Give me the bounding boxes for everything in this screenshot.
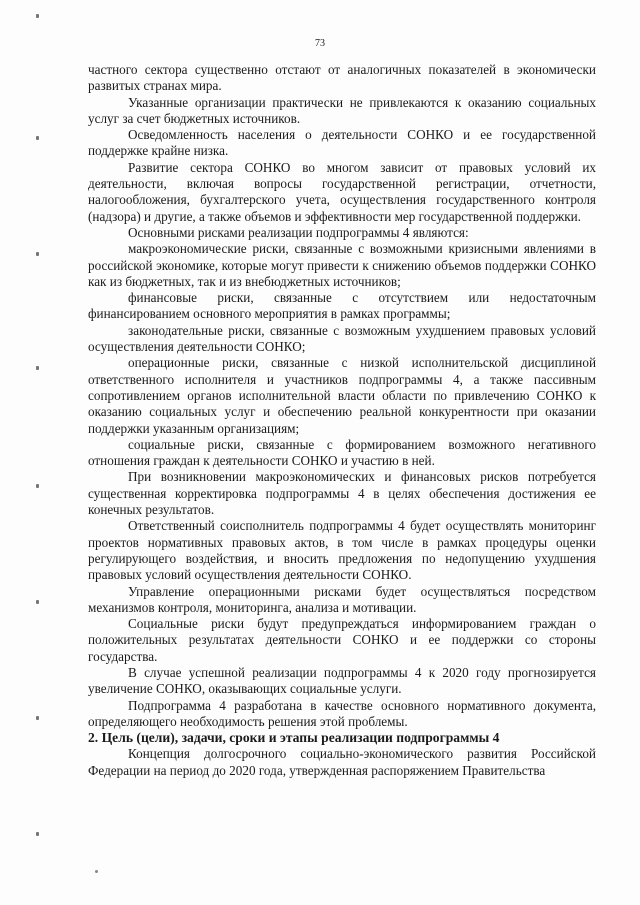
page-number: 73 xyxy=(315,38,325,49)
list-item: операционные риски, связанные с низкой исполнительской дисциплиной ответственного исполнителя и участников подпрограммы 4, а также пассивным сопротивлением органов исполнительной власти области по привлечению СОНКО к оказанию социальных услуг и обеспечению реальной конкурентности при оказании поддержки указанным организациям; xyxy=(88,355,596,436)
paragraph: Указанные организации практически не привлекаются к оказанию социальных услуг за счет бюджетных источников. xyxy=(88,94,596,126)
body-text xyxy=(88,62,596,779)
list-item: законодательные риски, связанные с возможным ухудшением правовых условий осуществления деятельности СОНКО; xyxy=(88,322,596,355)
scan-mark xyxy=(36,366,39,370)
list-item: социальные риски, связанные с формированием возможного негативного отношения граждан к деятельности СОНКО и участию в ней. xyxy=(88,436,596,469)
scan-mark xyxy=(36,136,39,140)
scan-mark xyxy=(36,716,39,720)
scan-mark xyxy=(36,832,39,836)
list-item: финансовые риски, связанные с отсутствием или недостаточным финансированием основного мероприятия в рамках программы; xyxy=(88,290,596,322)
scan-mark xyxy=(36,600,39,604)
paragraph: Управление операционными рисками будет осуществляться посредством механизмов контроля, мониторинга, анализа и мотивации. xyxy=(88,583,596,615)
scan-mark xyxy=(36,484,39,488)
paragraph: Подпрограмма 4 разработана в качестве основного нормативного документа, определяющего необходимость решения этой проблемы. xyxy=(88,697,596,729)
scan-mark xyxy=(95,870,98,873)
paragraph: Концепция долгосрочного социально-экономического развития Российской Федерации на период до 2020 года, утвержденная распоряжением Правительства xyxy=(88,746,596,778)
paragraph: Социальные риски будут предупреждаться информированием граждан о положительных результатах деятельности СОНКО и ее поддержки со стороны государства. xyxy=(88,616,596,664)
paragraph: Ответственный соисполнитель подпрограммы 4 будет осуществлять мониторинг проектов нормативных правовых актов, в том числе в рамках процедуры оценки регулирующего воздействия, и вносить предложения по недопущению ухудшения правовых условий осуществления деятельности СОНКО. xyxy=(88,518,596,583)
paragraph: частного сектора существенно отстают от аналогичных показателей в экономически развитых странах мира. xyxy=(88,62,596,94)
paragraph: Основными рисками реализации подпрограммы 4 являются: xyxy=(128,224,469,240)
scan-mark xyxy=(36,14,39,18)
scan-mark xyxy=(36,252,39,256)
paragraph: Осведомленность населения о деятельности СОНКО и ее государственной поддержке крайне низка. xyxy=(88,127,596,159)
section-heading: 2. Цель (цели), задачи, сроки и этапы реализации подпрограммы 4 xyxy=(88,730,500,746)
paragraph: Развитие сектора СОНКО во многом зависит от правовых условий их деятельности, включая вопросы государственной регистрации, отчетности, налогообложения, бухгалтерского учета, осуществления государственного контроля (надзора) и другие, а также объемов и эффективности мер государственной поддержки. xyxy=(88,159,596,224)
paragraph: При возникновении макроэкономических и финансовых рисков потребуется существенная корректировка подпрограммы 4 в целях обеспечения достижения ее конечных результатов. xyxy=(88,469,596,518)
paragraph: В случае успешной реализации подпрограммы 4 к 2020 году прогнозируется увеличение СОНКО, оказывающих социальные услуги. xyxy=(88,664,596,697)
list-item: макроэкономические риски, связанные с возможными кризисными явлениями в российской экономике, которые могут привести к снижению объемов поддержки СОНКО как из бюджетных, так и из внебюджетных источников; xyxy=(88,241,596,289)
